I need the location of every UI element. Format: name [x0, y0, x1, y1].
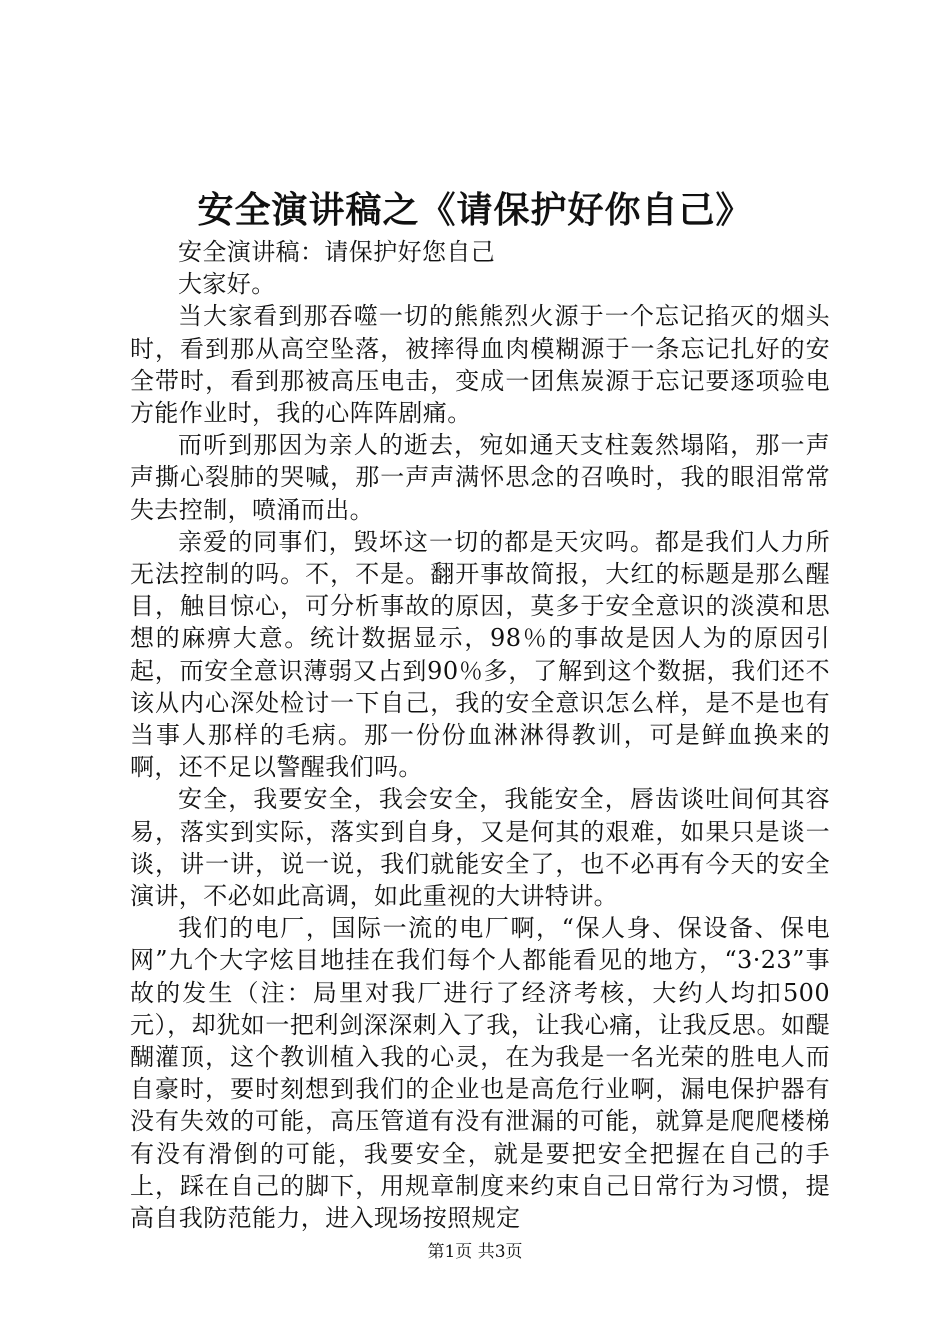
page-number-footer: 第1页 共3页 — [427, 1242, 523, 1262]
paragraph: 而听到那因为亲人的逝去，宛如通天支柱轰然塌陷，那一声声撕心裂肺的哭喊，那一声声满怀思念的召唤时，我的眼泪常常失去控制，喷涌而出。 — [130, 431, 830, 524]
document-body — [130, 236, 830, 1234]
paragraph: 当大家看到那吞噬一切的熊熊烈火源于一个忘记掐灭的烟头时，看到那从高空坠落，被摔得血肉模糊源于一条忘记扎好的安全带时，看到那被高压电击，变成一团焦炭源于忘记要逐项验电方能作业时，我的心阵阵剧痛。 — [130, 302, 830, 428]
document-title: 安全演讲稿之《请保护好你自己》 — [197, 189, 753, 231]
paragraph: 我们的电厂，国际一流的电厂啊，“保人身、保设备、保电网”九个大字炫目地挂在我们每个人都能看见的地方，“3·23”事故的发生（注：局里对我厂进行了经济考核，大约人均扣500元），却犹如一把利剑深深刺入了我，让我心痛，让我反思。如醍醐灌顶，这个教训植入我的心灵，在为我是一名光荣的胜电人而自豪时，要时刻想到我们的企业也是高危行业啊，漏电保护器有没有失效的可能，高压管道有没有泄漏的可能，就算是爬爬楼梯有没有滑倒的可能，我要安全，就是要把安全把握在自己的手上，踩在自己的脚下，用规章制度来约束自己日常行为习惯，提高自我防范能力，进入现场按照规定 — [130, 914, 830, 1233]
paragraph: 安全，我要安全，我会安全，我能安全，唇齿谈吐间何其容易，落实到实际，落实到自身，又是何其的艰难，如果只是谈一谈，讲一讲，说一说，我们就能安全了，也不必再有今天的安全演讲，不必如此高调，如此重视的大讲特讲。 — [130, 785, 830, 911]
paragraph: 亲爱的同事们，毁坏这一切的都是天灾吗。都是我们人力所无法控制的吗。不，不是。翻开事故简报，大红的标题是那么醒目，触目惊心，可分析事故的原因，莫多于安全意识的淡漠和思想的麻痹大意。统计数据显示，98％的事故是因人为的原因引起，而安全意识薄弱又占到90％多，了解到这个数据，我们还不该从内心深处检讨一下自己，我的安全意识怎么样，是不是也有当事人那样的毛病。那一份份血淋淋得教训，可是鲜血换来的啊，还不足以警醒我们吗。 — [130, 527, 830, 782]
paragraph-subtitle: 安全演讲稿：请保护好您自己 — [178, 238, 496, 266]
paragraph-greeting: 大家好。 — [178, 270, 276, 299]
